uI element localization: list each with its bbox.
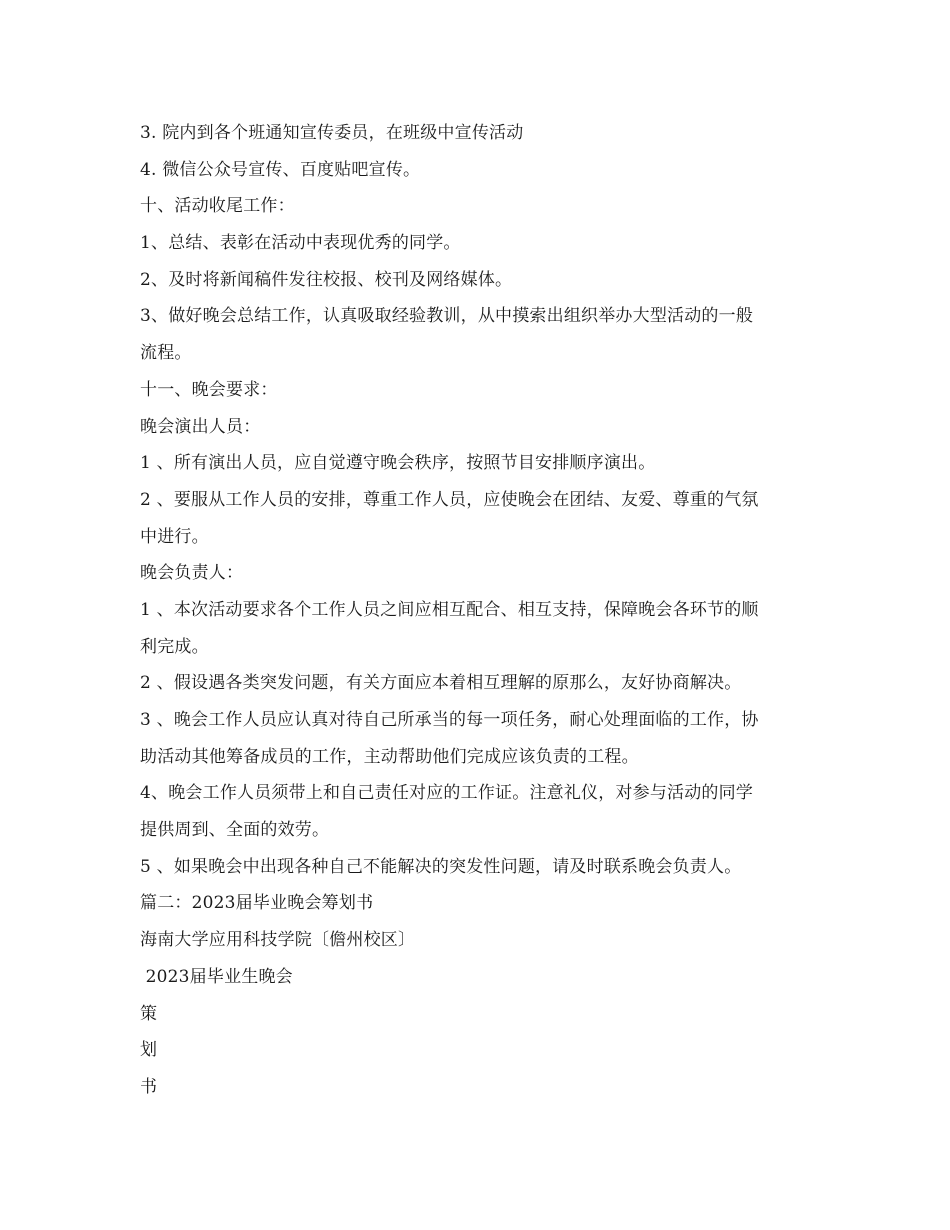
text-line: 3 、晚会工作人员应认真对待自己所承当的每一项任务，耐心处理面临的工作，协 [140,710,759,730]
text-line: 4. 微信公众号宣传、百度贴吧宣传。 [140,159,421,180]
institution-name: 海南大学应用科技学院〔儋州校区〕 [140,930,416,951]
title-char: 策 [140,1003,158,1024]
text-line: 4、晚会工作人员须带上和自己责任对应的工作证。注意礼仪，对参与活动的同学 [140,783,754,804]
text-line: 2 、要服从工作人员的安排，尊重工作人员，应使晚会在团结、友爱、尊重的气氛 [140,489,759,510]
text-line: 3、做好晚会总结工作，认真吸取经验教训，从中摸索出组织举办大型活动的一般 [140,306,754,327]
title-char: 划 [140,1040,158,1061]
document-body [140,115,810,1106]
section-heading: 十、活动收尾工作： [140,196,295,217]
text-line: 1、总结、表彰在活动中表现优秀的同学。 [140,233,461,254]
section-heading: 十一、晚会要求： [140,379,278,400]
text-line: 中进行。 [140,526,209,547]
event-title: 2023届毕业生晚会 [140,966,293,987]
text-line: 2 、假设遇各类突发问题，有关方面应本着相互理解的原那么，友好协商解决。 [140,673,742,694]
text-line: 2、及时将新闻稿件发往校报、校刊及网络媒体。 [140,269,513,290]
text-line: 提供周到、全面的效劳。 [140,820,330,841]
text-line: 1 、本次活动要求各个工作人员之间应相互配合、相互支持，保障晚会各环节的顺 [140,599,759,620]
text-line: 助活动其他筹备成员的工作，主动帮助他们完成应该负责的工程。 [140,746,639,767]
subheading: 晚会演出人员： [140,416,261,437]
text-line: 利完成。 [140,636,209,657]
text-line: 1 、所有演出人员，应自觉遵守晚会秩序，按照节目安排顺序演出。 [140,453,656,474]
chapter-title: 篇二：2023届毕业晚会筹划书 [140,893,374,914]
text-line: 5 、如果晚会中出现各种自己不能解决的突发性问题，请及时联系晚会负责人。 [140,856,742,877]
subheading: 晚会负责人： [140,563,244,584]
text-line: 流程。 [140,343,192,364]
text-line: 3. 院内到各个班通知宣传委员，在班级中宣传活动 [140,123,524,143]
title-char: 书 [140,1076,158,1097]
